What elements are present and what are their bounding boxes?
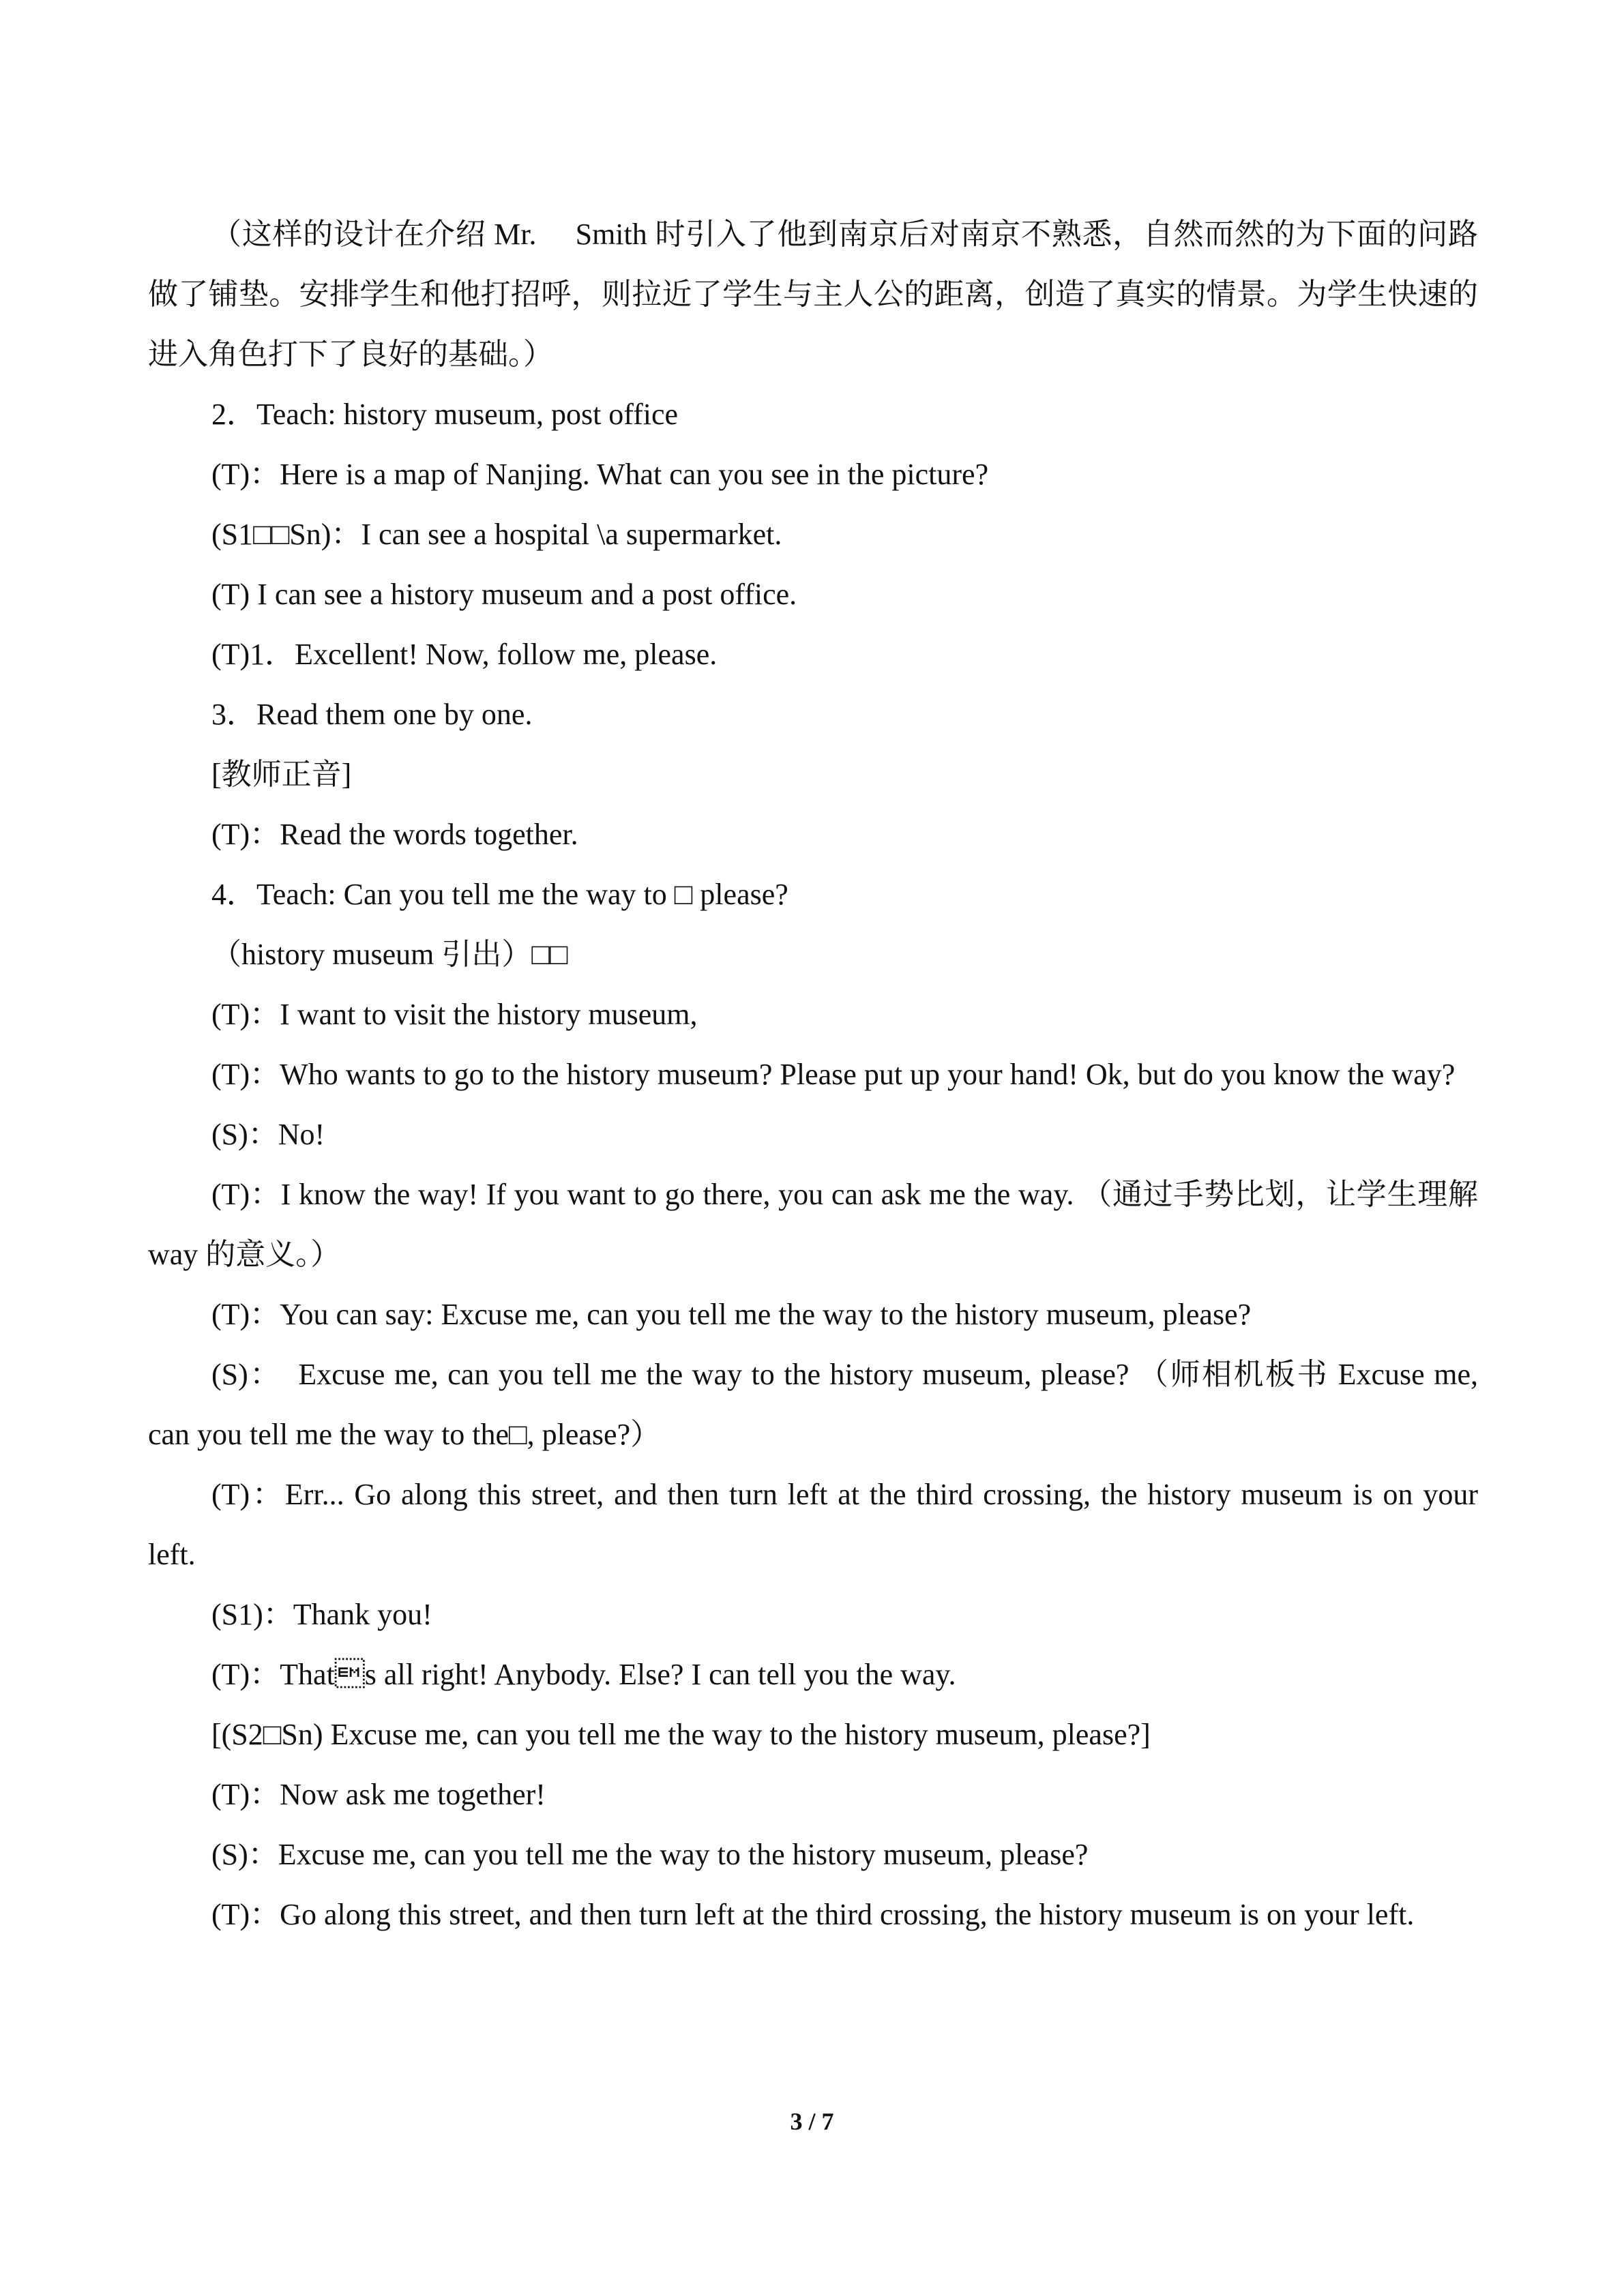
paragraph: (T)：Here is a map of Nanjing. What can you see in the picture? <box>211 458 989 491</box>
paragraph: (S1)：Thank you! <box>211 1598 432 1631</box>
paragraph: [(S2□Sn) Excuse me, can you tell me the way to the history museum, please?] <box>211 1718 1151 1751</box>
paragraph: （这样的设计在介绍 Mr. Smith 时引入了他到南京后对南京不熟悉，自然而然的为下面的问路做了铺垫。安排学生和他打招呼，则拉近了学生与主人公的距离，创造了真实的情景。为学生快速的进入角色打下了良好的基础。） <box>148 218 1478 371</box>
paragraph: (T)：You can say: Excuse me, can you tell me the way to the history museum, please? <box>211 1298 1252 1331</box>
paragraph: (T)：I know the way! If you want to go there, you can ask me the way. （通过手势比划，让学生理解 way 的意义。） <box>148 1178 1486 1271</box>
paragraph: [教师正音] <box>211 758 352 791</box>
paragraph: 4．Teach: Can you tell me the way to □ please? <box>211 878 788 911</box>
page-number: 3 / 7 <box>790 2108 834 2135</box>
paragraph: 2．Teach: history museum, post office <box>211 398 679 431</box>
paragraph: (S)：No! <box>211 1118 325 1151</box>
paragraph: （history museum 引出）□□ <box>211 938 568 971</box>
paragraph: (T)：Thats all right! Anybody. Else? I can tell you the way. <box>211 1658 956 1691</box>
paragraph: (T) I can see a history museum and a post office. <box>211 578 797 611</box>
paragraph: (S)： Excuse me, can you tell me the way to the history museum, please? （师相机板书 Excuse me, can you tell me the way to the□, please?） <box>148 1358 1486 1451</box>
paragraph: (T)：Now ask me together! <box>211 1778 546 1811</box>
paragraph: (T)：Err... Go along this street, and then turn left at the third crossing, the history museum is on your left. <box>148 1478 1486 1571</box>
paragraph: (T)：Go along this street, and then turn left at the third crossing, the history museum is on your left. <box>211 1898 1415 1931</box>
document-body <box>148 205 1486 1945</box>
paragraph: (T)1．Excellent! Now, follow me, please. <box>211 638 718 671</box>
paragraph: (T)：I want to visit the history museum, <box>211 998 698 1031</box>
paragraph: (T)：Read the words together. <box>211 818 578 851</box>
paragraph: (T)：Who wants to go to the history museum? Please put up your hand! Ok, but do you know the way? <box>211 1058 1456 1091</box>
paragraph: (S1□□Sn)：I can see a hospital \a supermarket. <box>211 518 782 551</box>
paragraph: 3．Read them one by one. <box>211 698 533 731</box>
paragraph: (S)：Excuse me, can you tell me the way to the history museum, please? <box>211 1838 1089 1871</box>
